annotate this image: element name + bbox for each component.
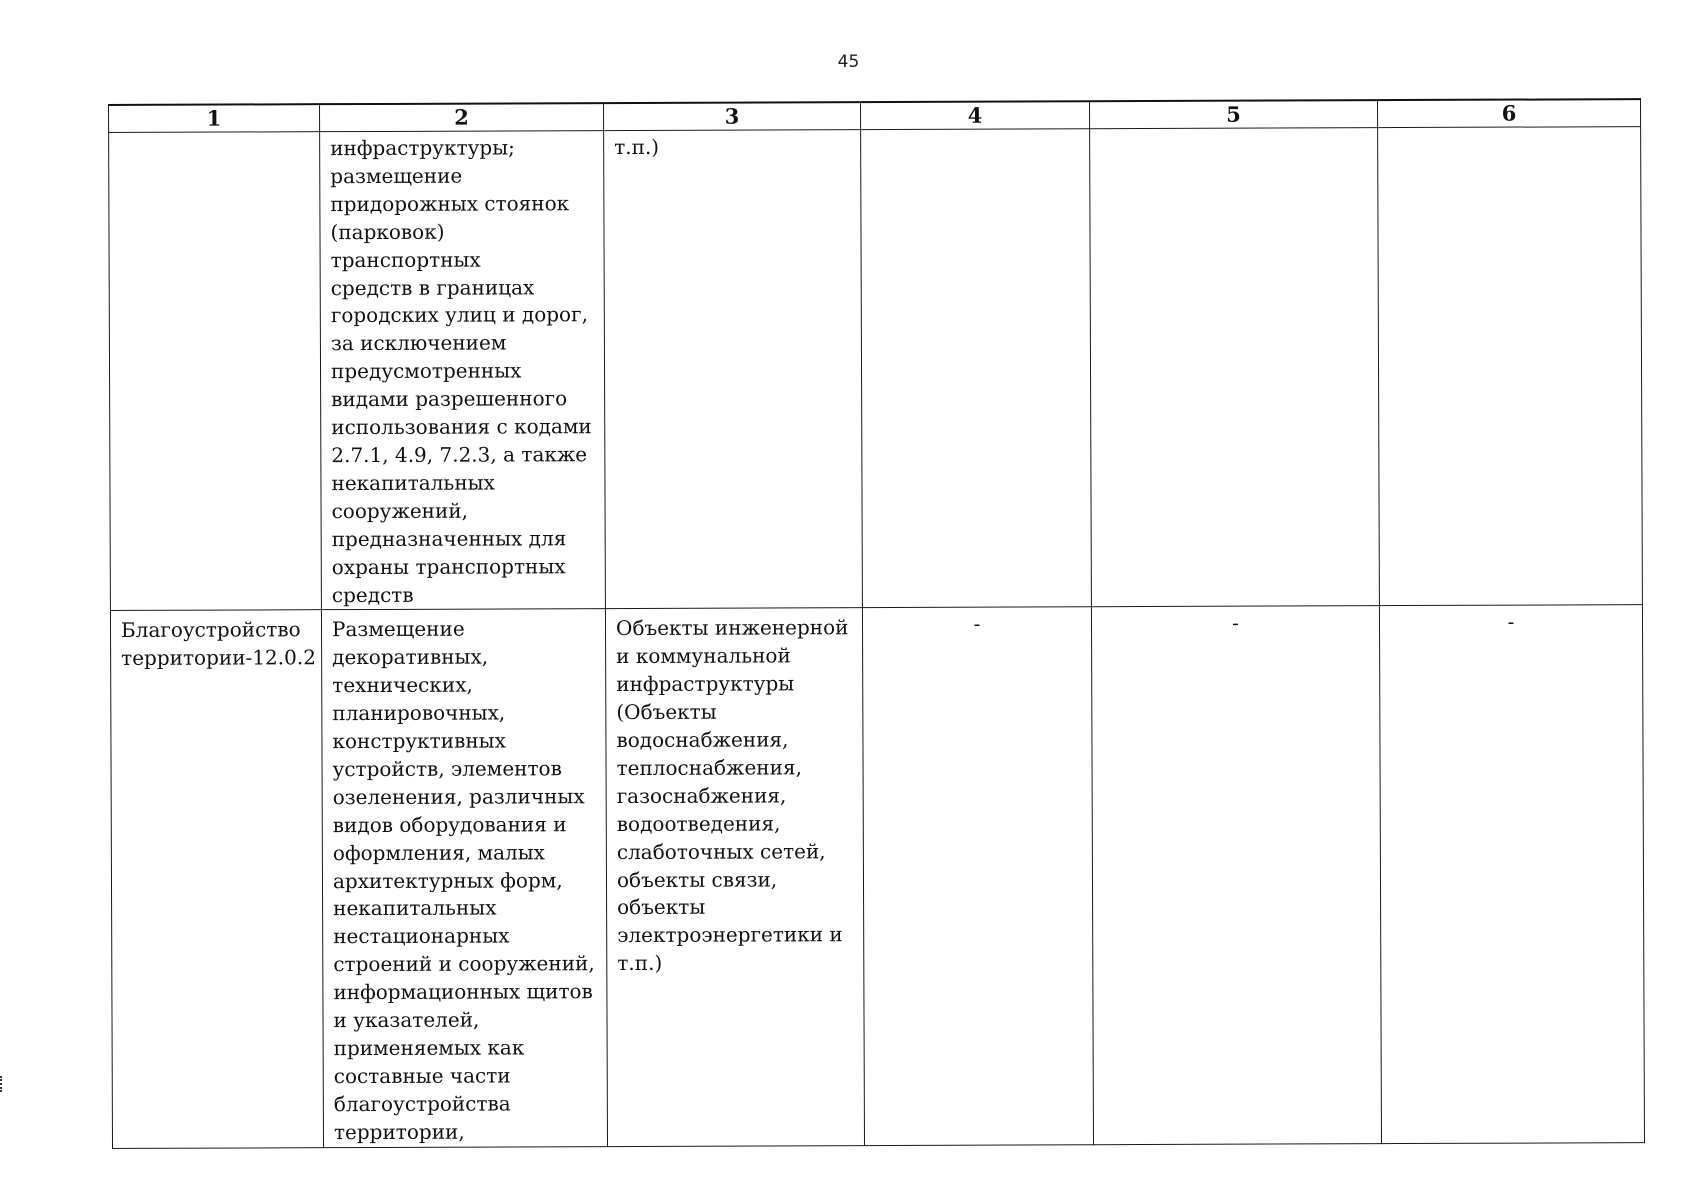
column-header-1: 1 [109, 104, 320, 132]
cell-text [1090, 128, 1377, 132]
cell-text: Объекты инженерной и коммунальной инфраструктуры (Объекты водоснабжения, теплоснабжения, газоснабжения, водоотведения, слаботочных сетей, объекты связи, объекты электроэнергетики и т.п.) [615, 615, 849, 976]
column-header-6: 6 [1377, 99, 1640, 128]
table-cell [1378, 127, 1643, 606]
column-header-3: 3 [604, 102, 861, 130]
cell-dash: - [1232, 611, 1239, 636]
cell-dash: - [1507, 610, 1515, 635]
column-header-2: 2 [320, 103, 604, 132]
cell-text: т.п.) [614, 134, 660, 160]
table-row [110, 605, 1644, 1148]
table-cell [861, 129, 1092, 608]
cell-text: Благоустройство территории-12.0.2 [120, 617, 316, 671]
table-cell [1091, 606, 1381, 1144]
table-cell [604, 130, 863, 609]
table-cell [605, 608, 864, 1146]
table-row [109, 127, 1643, 611]
table-cell [110, 610, 323, 1148]
table-cell [1090, 128, 1380, 608]
table-cell [862, 607, 1093, 1145]
table-cell [321, 609, 607, 1147]
column-header-5: 5 [1089, 100, 1377, 129]
cell-text [861, 129, 1089, 133]
regulations-table [108, 98, 1645, 1149]
table-cell [320, 131, 606, 610]
cell-text [1378, 127, 1640, 131]
cell-text [109, 132, 319, 136]
table-cell [109, 132, 322, 611]
cell-dash: - [973, 612, 981, 637]
page-number: 45 [837, 52, 860, 72]
cell-text: Размещение декоративных, технических, планировочных, конструктивных устройств, элементов озеленения, различных видов оборудования и оформления, малых архитектурных форм, некапитальных нестационарных строений и сооружений, информационных щитов и указателей, применяемых как составные части благоустройства территории, [331, 617, 595, 1144]
column-header-4: 4 [860, 101, 1089, 129]
cell-text: инфраструктуры; размещение придорожных стоянок (парковок) транспортных средств в границах городских улиц и дорог, за исключением предусмотренных видами разрешенного использования с кодами 2.7.1, 4.9, 7.2.3, а также некапитальных сооружений, предназначенных для охраны транспортных средств [330, 135, 592, 607]
scan-edge-mark [0, 1076, 6, 1092]
table-cell [1379, 605, 1644, 1143]
